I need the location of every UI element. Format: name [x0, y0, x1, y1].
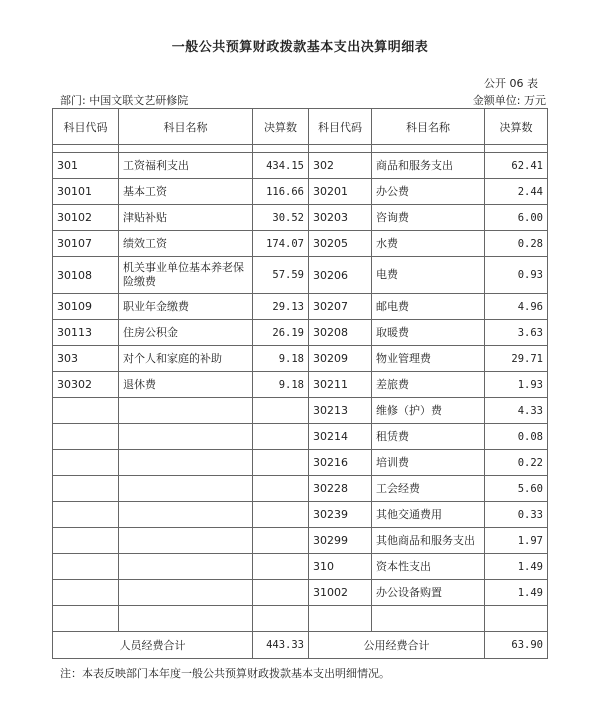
- left-subject-code: 30102: [53, 205, 119, 231]
- right-subject-code: 30239: [309, 502, 372, 528]
- right-subject-code: 30299: [309, 528, 372, 554]
- right-subject-code: 30214: [309, 424, 372, 450]
- right-amount: 4.33: [485, 398, 548, 424]
- public-total-label: 公用经费合计: [309, 632, 485, 659]
- table-row: [53, 320, 548, 346]
- right-amount: [485, 606, 548, 632]
- right-amount: 0.28: [485, 231, 548, 257]
- left-subject-name: 基本工资: [119, 179, 253, 205]
- right-amount: 2.44: [485, 179, 548, 205]
- totals-row: [53, 632, 548, 659]
- left-subject-code: 301: [53, 153, 119, 179]
- left-subject-code: [53, 606, 119, 632]
- left-subject-code: [53, 528, 119, 554]
- form-number: 公开 06 表: [484, 77, 538, 90]
- right-amount: 62.41: [485, 153, 548, 179]
- right-subject-code: 30203: [309, 205, 372, 231]
- left-amount: 116.66: [253, 179, 309, 205]
- left-amount: [253, 580, 309, 606]
- left-amount: [253, 554, 309, 580]
- right-amount: 6.00: [485, 205, 548, 231]
- expenditure-table: [52, 108, 548, 659]
- right-subject-name: 其他交通费用: [372, 502, 485, 528]
- header-amount-right: 决算数: [485, 109, 548, 145]
- left-subject-name: 退休费: [119, 372, 253, 398]
- left-subject-name: 绩效工资: [119, 231, 253, 257]
- right-subject-name: 物业管理费: [372, 346, 485, 372]
- left-subject-name: [119, 580, 253, 606]
- table-row: [53, 372, 548, 398]
- left-subject-code: [53, 450, 119, 476]
- public-total-value: 63.90: [485, 632, 548, 659]
- right-subject-code: 30211: [309, 372, 372, 398]
- left-subject-name: [119, 528, 253, 554]
- left-subject-code: [53, 424, 119, 450]
- left-amount: [253, 606, 309, 632]
- right-subject-code: 30209: [309, 346, 372, 372]
- personnel-total-value: 443.33: [253, 632, 309, 659]
- table-row: [53, 502, 548, 528]
- right-amount: 1.93: [485, 372, 548, 398]
- table-row: [53, 580, 548, 606]
- table-row: [53, 606, 548, 632]
- left-subject-code: 30101: [53, 179, 119, 205]
- right-subject-code: 31002: [309, 580, 372, 606]
- header-subject-code-right: 科目代码: [309, 109, 372, 145]
- right-subject-name: 水费: [372, 231, 485, 257]
- left-subject-code: 303: [53, 346, 119, 372]
- right-amount: 0.22: [485, 450, 548, 476]
- table-row: [53, 205, 548, 231]
- left-amount: 29.13: [253, 294, 309, 320]
- left-subject-name: 对个人和家庭的补助: [119, 346, 253, 372]
- table-row: [53, 231, 548, 257]
- table-row: [53, 476, 548, 502]
- header-subject-name-right: 科目名称: [372, 109, 485, 145]
- right-subject-name: 租赁费: [372, 424, 485, 450]
- table-body: [53, 145, 548, 632]
- right-amount: 1.97: [485, 528, 548, 554]
- right-subject-name: 办公费: [372, 179, 485, 205]
- left-subject-code: 30302: [53, 372, 119, 398]
- header-subject-name-left: 科目名称: [119, 109, 253, 145]
- table-row: [53, 554, 548, 580]
- right-amount: 1.49: [485, 554, 548, 580]
- left-amount: [253, 528, 309, 554]
- left-subject-name: 职业年金缴费: [119, 294, 253, 320]
- right-subject-code: 30207: [309, 294, 372, 320]
- right-subject-name: 差旅费: [372, 372, 485, 398]
- department-label: 部门: 中国文联文艺研修院: [60, 94, 189, 107]
- left-subject-name: 机关事业单位基本养老保险缴费: [119, 257, 253, 294]
- right-subject-name: 电费: [372, 257, 485, 294]
- right-subject-name: 维修（护）费: [372, 398, 485, 424]
- right-subject-code: 30208: [309, 320, 372, 346]
- left-subject-code: [53, 502, 119, 528]
- right-subject-code: 30213: [309, 398, 372, 424]
- right-subject-code: 30228: [309, 476, 372, 502]
- left-subject-code: [53, 398, 119, 424]
- right-subject-name: 工会经费: [372, 476, 485, 502]
- spacer-row: [53, 145, 548, 153]
- unit-label: 金额单位: 万元: [472, 94, 546, 107]
- table-row: [53, 450, 548, 476]
- right-subject-code: 30216: [309, 450, 372, 476]
- left-subject-code: 30113: [53, 320, 119, 346]
- right-subject-code: 302: [309, 153, 372, 179]
- left-amount: 9.18: [253, 372, 309, 398]
- left-subject-code: 30108: [53, 257, 119, 294]
- right-amount: 4.96: [485, 294, 548, 320]
- right-subject-name: [372, 606, 485, 632]
- left-subject-name: [119, 424, 253, 450]
- right-subject-code: [309, 606, 372, 632]
- left-subject-code: [53, 554, 119, 580]
- left-subject-name: [119, 606, 253, 632]
- left-amount: 57.59: [253, 257, 309, 294]
- right-amount: 3.63: [485, 320, 548, 346]
- left-amount: 9.18: [253, 346, 309, 372]
- left-subject-name: [119, 476, 253, 502]
- left-subject-code: 30109: [53, 294, 119, 320]
- right-amount: 1.49: [485, 580, 548, 606]
- table-row: [53, 294, 548, 320]
- header-amount-left: 决算数: [253, 109, 309, 145]
- right-subject-name: 商品和服务支出: [372, 153, 485, 179]
- page-title: 一般公共预算财政拨款基本支出决算明细表: [171, 40, 429, 55]
- table-row: [53, 179, 548, 205]
- table-row: [53, 398, 548, 424]
- left-subject-name: [119, 398, 253, 424]
- left-subject-name: [119, 554, 253, 580]
- right-subject-name: 取暖费: [372, 320, 485, 346]
- left-subject-name: [119, 450, 253, 476]
- right-subject-name: 资本性支出: [372, 554, 485, 580]
- right-subject-code: 310: [309, 554, 372, 580]
- left-amount: [253, 476, 309, 502]
- right-amount: 5.60: [485, 476, 548, 502]
- left-subject-code: [53, 580, 119, 606]
- right-amount: 0.33: [485, 502, 548, 528]
- left-amount: [253, 398, 309, 424]
- right-amount: 29.71: [485, 346, 548, 372]
- right-subject-code: 30205: [309, 231, 372, 257]
- left-amount: [253, 424, 309, 450]
- left-subject-code: 30107: [53, 231, 119, 257]
- table-note: 注：本表反映部门本年度一般公共预算财政拨款基本支出明细情况。: [60, 667, 390, 680]
- left-amount: 30.52: [253, 205, 309, 231]
- right-subject-code: 30206: [309, 257, 372, 294]
- right-subject-code: 30201: [309, 179, 372, 205]
- left-subject-name: [119, 502, 253, 528]
- left-subject-name: 住房公积金: [119, 320, 253, 346]
- right-subject-name: 培训费: [372, 450, 485, 476]
- table-row: [53, 346, 548, 372]
- right-subject-name: 邮电费: [372, 294, 485, 320]
- right-subject-name: 咨询费: [372, 205, 485, 231]
- table-row: [53, 424, 548, 450]
- left-subject-name: 工资福利支出: [119, 153, 253, 179]
- table-row: [53, 153, 548, 179]
- left-amount: 26.19: [253, 320, 309, 346]
- right-amount: 0.08: [485, 424, 548, 450]
- left-amount: [253, 450, 309, 476]
- right-subject-name: 办公设备购置: [372, 580, 485, 606]
- right-subject-name: 其他商品和服务支出: [372, 528, 485, 554]
- left-amount: [253, 502, 309, 528]
- left-amount: 434.15: [253, 153, 309, 179]
- table-row: [53, 257, 548, 294]
- left-subject-name: 津贴补贴: [119, 205, 253, 231]
- left-subject-code: [53, 476, 119, 502]
- left-amount: 174.07: [253, 231, 309, 257]
- personnel-total-label: 人员经费合计: [53, 632, 253, 659]
- right-amount: 0.93: [485, 257, 548, 294]
- table-header-row: [53, 109, 548, 145]
- table-row: [53, 528, 548, 554]
- header-subject-code-left: 科目代码: [53, 109, 119, 145]
